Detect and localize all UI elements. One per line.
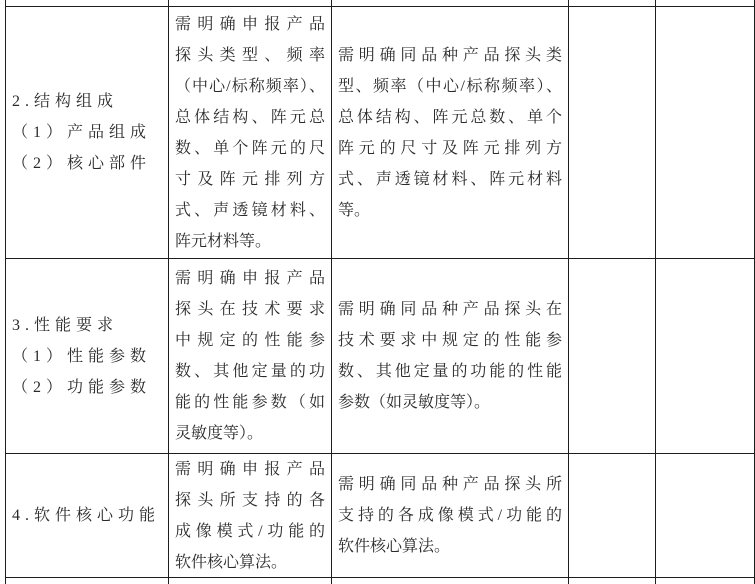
text-line: 阵元材料等。	[175, 232, 272, 250]
empty-cell	[569, 7, 656, 259]
empty-cell	[6, 578, 169, 584]
empty-cell	[656, 454, 754, 578]
text-line: 灵敏度等）。	[175, 425, 264, 442]
text-line: 等。	[338, 201, 371, 219]
table-row-software	[6, 454, 754, 578]
same-kind-product-requirement-cell	[332, 454, 569, 578]
table-row-partial-top	[6, 0, 754, 7]
text-line: 需明确同品种产品探头所	[338, 476, 562, 493]
text-line: 式、声透镜材料、	[175, 201, 325, 219]
empty-cell	[569, 578, 656, 584]
text-line: 需明确同品种产品探头类	[338, 46, 562, 64]
text-line: 参数（如灵敏度等）。	[338, 394, 491, 411]
table-row-performance	[6, 259, 754, 454]
text-line: 需明确同品种产品探头在	[338, 301, 562, 318]
comparison-table	[5, 0, 755, 584]
text-line: 2.结构组成	[12, 93, 119, 110]
text-line: 软件核心算法。	[338, 538, 451, 555]
text-line: 需明确申报产品	[175, 270, 325, 287]
text-line: 需明确申报产品	[175, 460, 325, 478]
empty-cell	[656, 0, 754, 7]
text-line: 探头所支持的各	[175, 491, 325, 509]
same-kind-product-requirement-cell	[332, 259, 569, 454]
item-cell	[6, 7, 169, 259]
item-cell	[6, 454, 169, 578]
text-line: 中规定的性能参	[175, 332, 325, 349]
empty-cell	[332, 578, 569, 584]
declared-product-requirement-cell	[169, 7, 332, 259]
text-line: 阵元的尺寸及阵元排列方	[338, 139, 562, 157]
text-line: 4.软件核心功能	[12, 507, 161, 524]
declared-product-requirement-cell	[169, 259, 332, 454]
text-line: 3.性能要求	[12, 316, 119, 334]
table-row-structure	[6, 7, 754, 259]
empty-cell	[332, 0, 569, 7]
empty-cell	[569, 259, 656, 454]
empty-cell	[656, 7, 754, 259]
same-kind-product-requirement-cell	[332, 7, 569, 259]
empty-cell	[169, 578, 332, 584]
text-line: 寸及阵元排列方	[175, 170, 325, 188]
item-cell	[6, 259, 169, 454]
text-line: 支持的各成像模式/功能的	[338, 507, 562, 524]
text-line: （中心/标称频率）、	[175, 77, 325, 95]
empty-cell	[569, 0, 656, 7]
text-line: 软件核心算法。	[175, 553, 288, 571]
empty-cell	[6, 0, 169, 7]
text-line: 型、频率（中心/标称频率）、	[338, 77, 562, 95]
text-line: 需明确申报产品	[175, 15, 325, 33]
text-line: （2）核心部件	[12, 155, 152, 172]
text-line: 总体结构、阵元总数、单个	[338, 108, 562, 126]
text-line: 数、其他定量的功能的性能	[338, 363, 562, 380]
text-line: （2）功能参数	[12, 378, 152, 396]
empty-cell	[656, 259, 754, 454]
text-line: 总体结构、阵元总	[175, 108, 325, 126]
text-line: （1）产品组成	[12, 124, 152, 141]
text-line: 技术要求中规定的性能参	[338, 332, 562, 349]
text-line: （1）性能参数	[12, 347, 152, 365]
table-row-partial-bottom	[6, 578, 754, 584]
empty-cell	[169, 0, 332, 7]
text-line: 数、其他定量的功	[175, 363, 325, 380]
text-line: 成像模式/功能的	[175, 522, 325, 540]
text-line: 能的性能参数（如	[175, 394, 325, 411]
text-line: 式、声透镜材料、阵元材料	[338, 170, 562, 188]
empty-cell	[569, 454, 656, 578]
declared-product-requirement-cell	[169, 454, 332, 578]
empty-cell	[656, 578, 754, 584]
text-line: 探头类型、频率	[175, 46, 325, 64]
text-line: 数、单个阵元的尺	[175, 139, 325, 157]
text-line: 探头在技术要求	[175, 301, 325, 318]
